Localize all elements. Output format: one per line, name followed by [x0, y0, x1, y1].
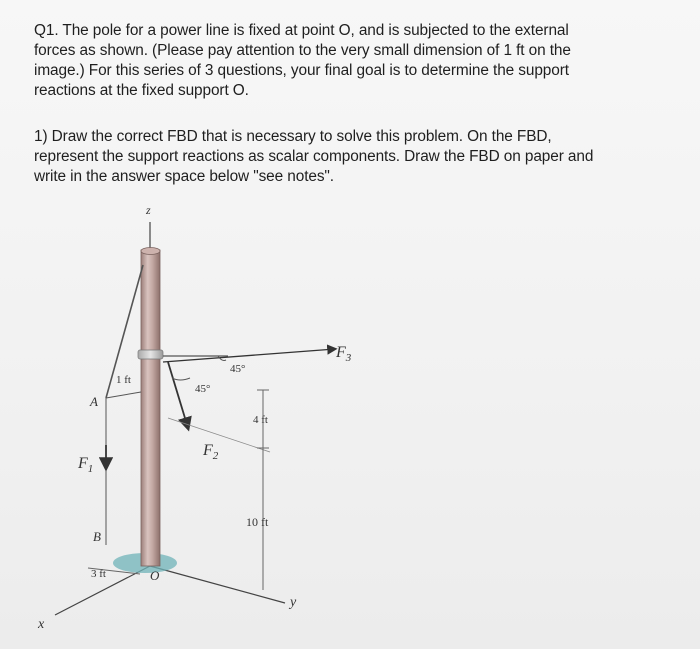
question-line: Q1. The pole for a power line is fixed at point O, and is subjected to the external — [34, 22, 569, 39]
point-O-label: O — [150, 568, 160, 583]
subquestion-line: represent the support reactions as scalar components. Draw the FBD on paper and — [34, 148, 594, 165]
question-line: forces as shown. (Please pay attention to the very small dimension of 1 ft on the — [34, 42, 571, 59]
pole — [141, 250, 160, 566]
question-line: reactions at the fixed support O. — [34, 82, 249, 99]
question-line: image.) For this series of 3 questions, your final goal is to determine the support — [34, 62, 569, 79]
subquestion-text — [34, 127, 684, 187]
dim-10ft-label: 10 ft — [246, 515, 269, 529]
x-axis-label: x — [38, 617, 45, 632]
angle-45-top-label: 45° — [230, 363, 246, 375]
point-B-label: B — [93, 529, 101, 544]
subquestion-line: write in the answer space below "see notes". — [34, 168, 334, 185]
dim-4ft-label: 4 ft — [253, 414, 268, 426]
pole-diagram — [0, 190, 700, 649]
F2-label: $F_2$ — [203, 442, 219, 462]
F3-label: $F_3$ — [336, 344, 352, 364]
point-A-label: A — [90, 394, 98, 409]
cable-to-pole — [106, 392, 141, 398]
pole-ring — [138, 350, 163, 359]
subquestion-line: 1) Draw the correct FBD that is necessary to solve this problem. On the FBD, — [34, 128, 552, 145]
y-axis — [150, 566, 285, 603]
angle-arc-top — [218, 356, 226, 361]
F1-label: $F_1$ — [78, 455, 94, 475]
angle-45-low-label: 45° — [195, 383, 211, 395]
dim-1ft-label: 1 ft — [116, 374, 131, 386]
pole-top — [141, 248, 160, 255]
dim-3ft-label: 3 ft — [91, 568, 106, 580]
F2-arrow — [168, 362, 188, 428]
y-axis-label: y — [290, 595, 297, 610]
z-axis-label: z — [146, 203, 151, 217]
question-text — [34, 21, 674, 101]
angle-arc-low — [172, 378, 190, 380]
